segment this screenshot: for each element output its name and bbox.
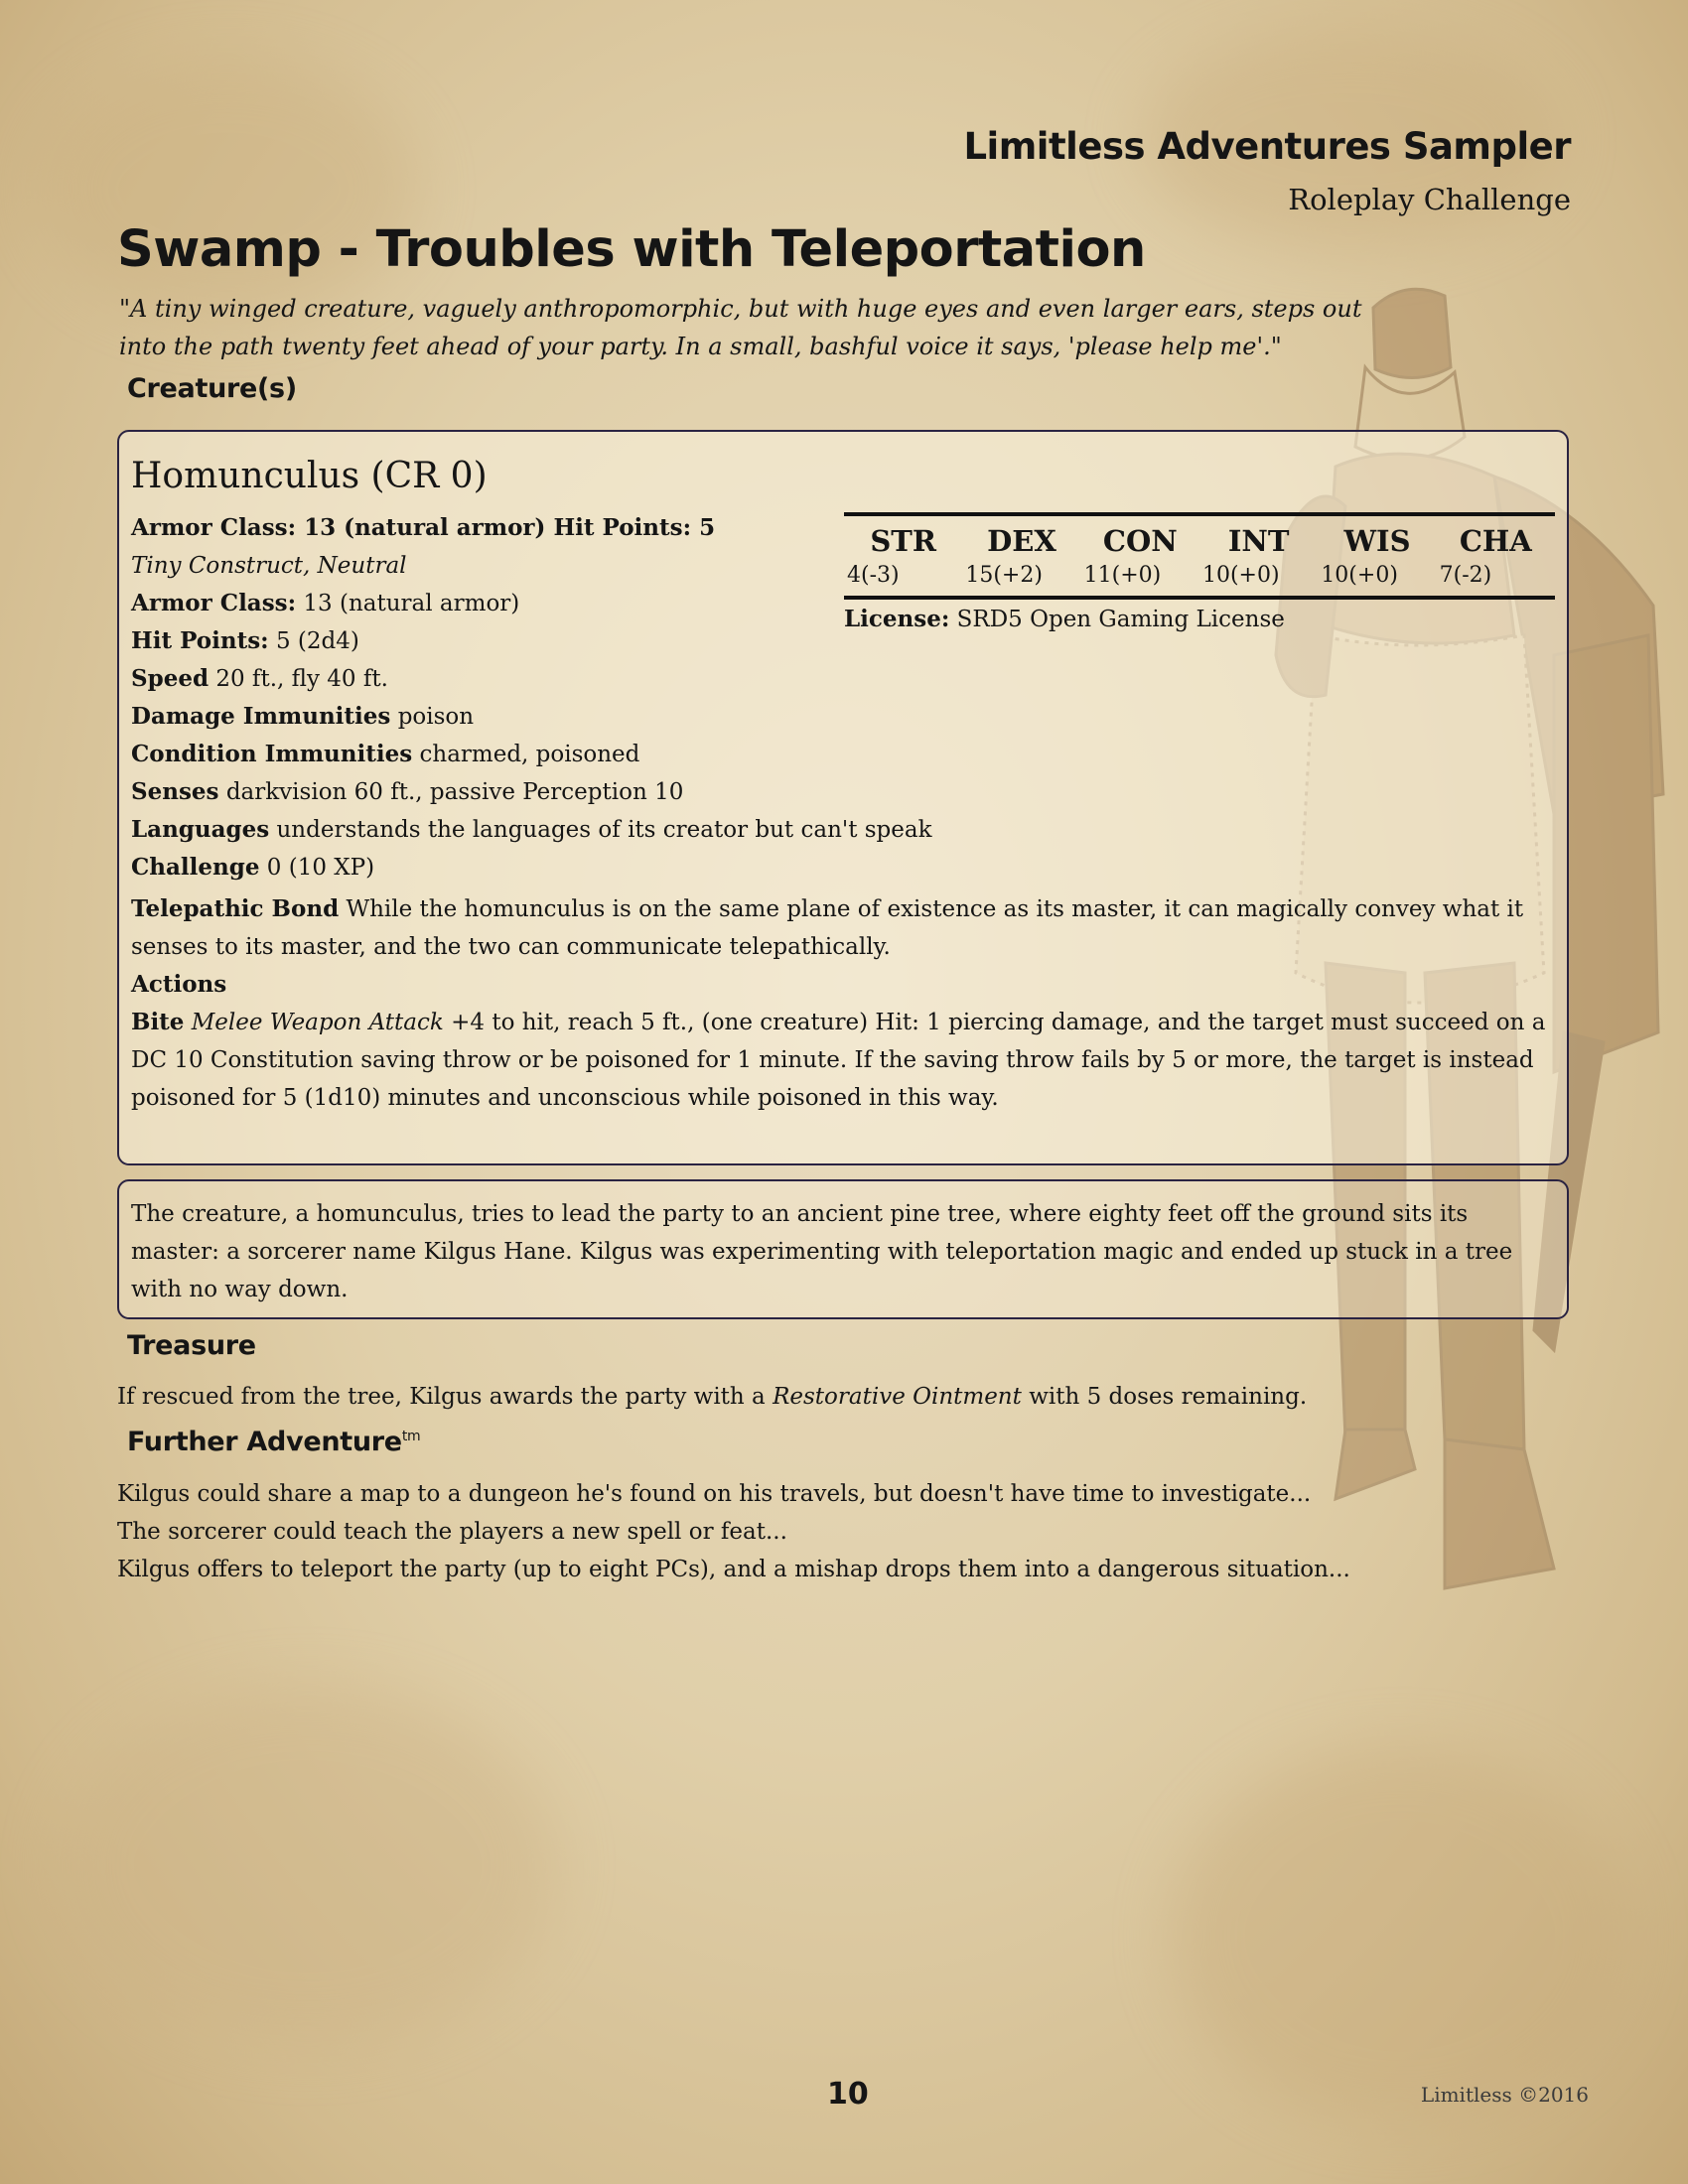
further-adventure-list <box>117 1475 1350 1588</box>
ability-value: 7(-2) <box>1439 563 1492 588</box>
ability-value: 15(+2) <box>965 563 1043 588</box>
action-label: Bite <box>131 1009 185 1035</box>
parchment-stain <box>1172 1747 1628 2124</box>
license-line <box>844 606 1555 632</box>
page-title: Swamp - Troubles with Teleportation <box>117 220 1146 279</box>
treasure-heading: Treasure <box>127 1330 256 1361</box>
damage-immunities-label: Damage Immunities <box>131 703 391 730</box>
ability-header: DEX <box>987 524 1056 558</box>
page-number: 10 <box>827 2077 869 2112</box>
list-item: The sorcerer could teach the players a new spell or feat... <box>117 1519 787 1545</box>
ability-value: 4(-3) <box>847 563 900 588</box>
trait-label: Telepathic Bond <box>131 895 340 922</box>
languages-value: understands the languages of its creator but can't speak <box>276 817 932 843</box>
list-item: Kilgus could share a map to a dungeon he's found on his travels, but doesn't have time to investigate... <box>117 1481 1312 1507</box>
languages-label: Languages <box>131 816 270 843</box>
further-adventure-heading <box>127 1427 420 1457</box>
actions-heading: Actions <box>131 971 227 998</box>
stat-lines <box>131 509 945 887</box>
creature-type: Tiny Construct, Neutral <box>131 553 407 579</box>
treasure-text <box>117 1378 1307 1416</box>
damage-immunities-value: poison <box>397 704 475 730</box>
speed-label: Speed <box>131 665 210 692</box>
creatures-heading: Creature(s) <box>127 373 297 404</box>
ability-header: CHA <box>1459 524 1532 558</box>
stat-block <box>117 430 1569 1165</box>
ability-value: 10(+0) <box>1321 563 1398 588</box>
license-value: SRD5 Open Gaming License <box>956 607 1285 632</box>
ac-label: Armor Class: <box>131 590 297 616</box>
trait-telepathic-bond <box>131 890 1557 966</box>
challenge-value: 0 (10 XP) <box>266 855 375 881</box>
trait-text: While the homunculus is on the same plane of existence as its master, it can magically convey what it senses to its master, and the two can communicate telepathically. <box>131 896 1524 960</box>
trademark-mark: tm <box>401 1429 421 1444</box>
treasure-item: Restorative Ointment <box>773 1384 1022 1410</box>
condition-immunities-label: Condition Immunities <box>131 741 413 767</box>
license-label: License: <box>844 606 950 632</box>
treasure-text-before: If rescued from the tree, Kilgus awards the party with a <box>117 1384 766 1410</box>
divider <box>844 596 1555 600</box>
action-bite <box>131 1004 1557 1117</box>
book-title: Limitless Adventures Sampler <box>963 125 1571 168</box>
hp-value: 5 (2d4) <box>275 628 359 654</box>
senses-value: darkvision 60 ft., passive Perception 10 <box>225 779 684 805</box>
parchment-stain <box>40 60 417 318</box>
encounter-description: The creature, a homunculus, tries to lead the party to an ancient pine tree, where eighty feet off the ground sits its master: a sorcerer name Kilgus Hane. Kilgus was experimenting with teleportation magic and ended up stuck in a tree with no way down. <box>117 1179 1569 1319</box>
attack-type: Melee Weapon Attack <box>191 1010 444 1035</box>
parchment-stain <box>60 1688 556 2045</box>
speed-value: 20 ft., fly 40 ft. <box>215 666 388 692</box>
ac-value: 13 (natural armor) <box>303 591 520 616</box>
list-item: Kilgus offers to teleport the party (up to eight PCs), and a mishap drops them into a dangerous situation... <box>117 1557 1350 1582</box>
creature-name: Homunculus (CR 0) <box>131 456 488 496</box>
ability-header: WIS <box>1343 524 1411 558</box>
stat-summary: Armor Class: 13 (natural armor) Hit Points: 5 <box>131 514 716 541</box>
traits-actions <box>131 890 1557 1117</box>
action-text: +4 to hit, reach 5 ft., (one creature) Hit: 1 piercing damage, and the target must succeed on a DC 10 Constitution saving throw or be poisoned for 1 minute. If the saving throw fails by 5 or more, the target is instead poisoned for 5 (1d10) minutes and unconscious while poisoned in this way. <box>131 1010 1546 1111</box>
section-subtitle: Roleplay Challenge <box>1288 183 1571 216</box>
further-adventure-label: Further Adventure <box>127 1427 402 1457</box>
senses-label: Senses <box>131 778 219 805</box>
ability-scores <box>844 512 1555 632</box>
ability-header: STR <box>870 524 936 558</box>
ability-header: CON <box>1102 524 1178 558</box>
treasure-text-after: with 5 doses remaining. <box>1029 1384 1308 1410</box>
condition-immunities-value: charmed, poisoned <box>419 742 640 767</box>
ability-header: INT <box>1227 524 1290 558</box>
copyright: Limitless ©2016 <box>1420 2083 1589 2107</box>
ability-value: 10(+0) <box>1201 563 1280 588</box>
intro-quote: "A tiny winged creature, vaguely anthropomorphic, but with huge eyes and even larger ears, steps out into the path twenty feet ahead of your party. In a small, bashful voice it says, 'please help me'." <box>119 295 1362 360</box>
hp-label: Hit Points: <box>131 627 269 654</box>
ability-value: 11(+0) <box>1083 563 1162 588</box>
challenge-label: Challenge <box>131 854 260 881</box>
